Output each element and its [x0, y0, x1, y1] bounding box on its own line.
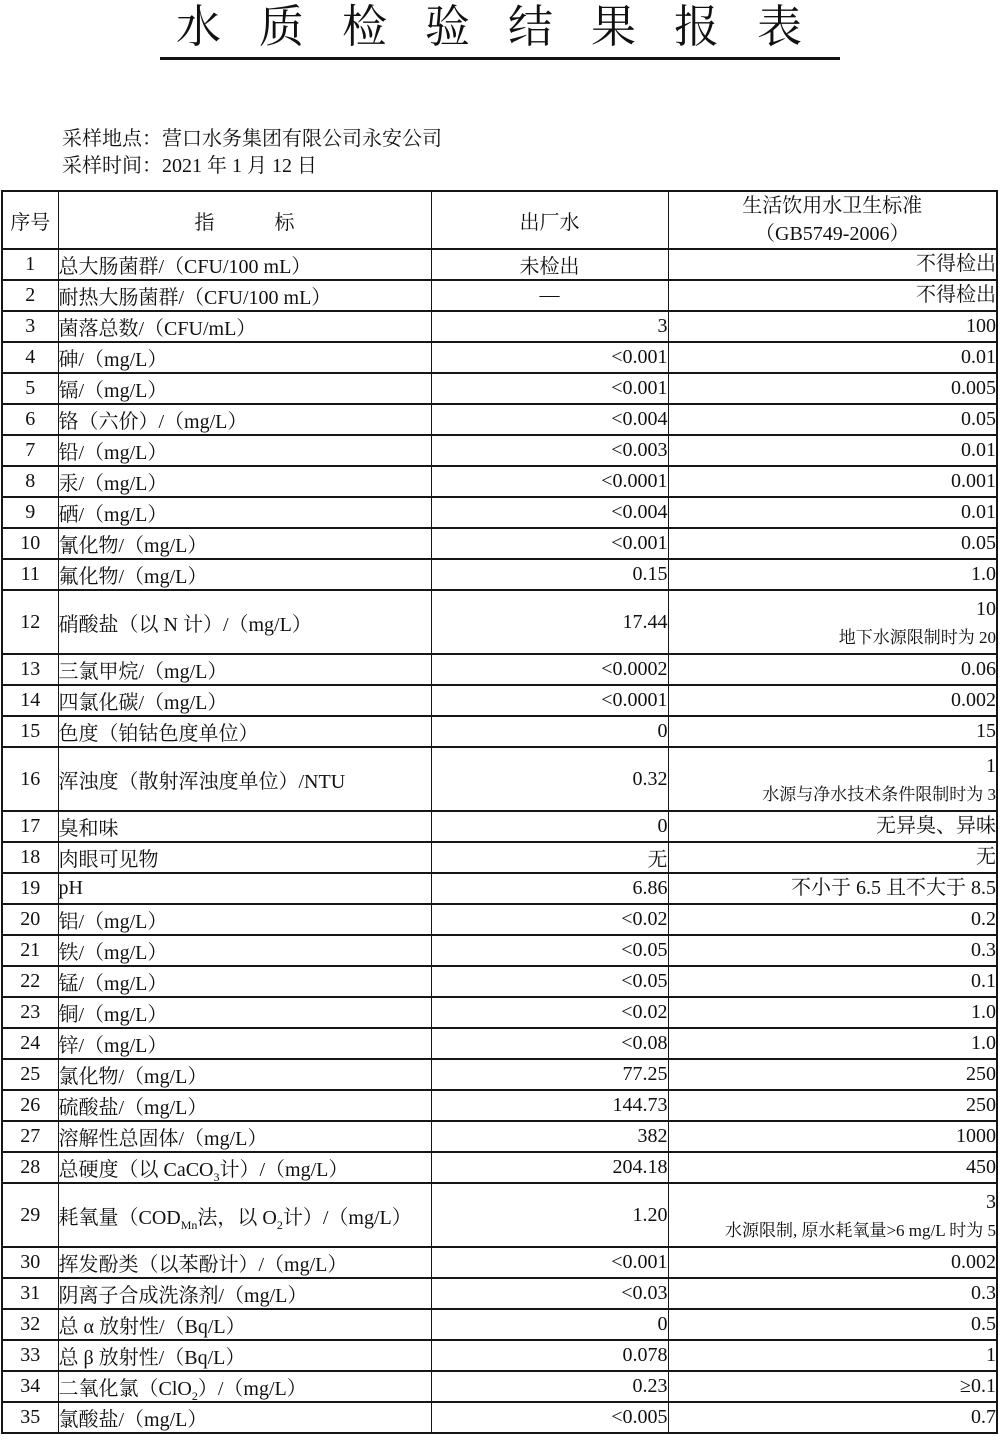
- standard-limit: 无: [976, 846, 996, 868]
- standard-limit-cell: [668, 528, 997, 559]
- indicator-name: 色度（铂钴色度单位）: [58, 716, 431, 747]
- header-indicator: 指 标: [58, 191, 431, 249]
- standard-limit: 不得检出: [916, 253, 996, 275]
- header-row: [2, 191, 997, 249]
- factory-water-value: <0.001: [431, 342, 668, 373]
- indicator-name: 氟化物/（mg/L）: [58, 559, 431, 590]
- indicator-name: 铜/（mg/L）: [58, 997, 431, 1028]
- standard-note: 地下水源限制时为 20: [838, 627, 996, 647]
- factory-water-value: <0.0001: [431, 466, 668, 497]
- row-serial-number: 1: [2, 249, 58, 280]
- standard-limit: 1.0: [971, 1001, 996, 1023]
- factory-water-value: <0.005: [431, 1402, 668, 1433]
- standard-limit-cell: [668, 280, 997, 311]
- header-standard: [668, 191, 997, 249]
- standard-limit-cell: [668, 811, 997, 842]
- factory-water-value: <0.003: [431, 435, 668, 466]
- table-row: [2, 873, 997, 904]
- standard-limit: 不得检出: [916, 284, 996, 306]
- row-serial-number: 16: [2, 747, 58, 811]
- factory-water-value: 0: [431, 1309, 668, 1340]
- row-serial-number: 21: [2, 935, 58, 966]
- results-table-body: [2, 249, 997, 1433]
- standard-limit: 100: [966, 315, 996, 337]
- table-row: [2, 685, 997, 716]
- standard-limit-cell: [668, 466, 997, 497]
- row-serial-number: 4: [2, 342, 58, 373]
- standard-limit: 0.1: [971, 970, 996, 992]
- indicator-name: 氰化物/（mg/L）: [58, 528, 431, 559]
- standard-limit: 0.5: [971, 1313, 996, 1335]
- standard-limit-cell: [668, 1309, 997, 1340]
- factory-water-value: <0.02: [431, 997, 668, 1028]
- standard-limit: 0.06: [961, 658, 996, 680]
- standard-limit: 10: [976, 597, 996, 620]
- table-row: [2, 342, 997, 373]
- row-serial-number: 11: [2, 559, 58, 590]
- standard-limit: 450: [966, 1156, 996, 1178]
- standard-limit-cell: [668, 342, 997, 373]
- table-row: [2, 466, 997, 497]
- standard-limit: 0.01: [961, 346, 996, 368]
- row-serial-number: 31: [2, 1278, 58, 1309]
- row-serial-number: 14: [2, 685, 58, 716]
- sampling-location-line: 采样地点：营口水务集团有限公司永安公司: [62, 128, 442, 150]
- standard-limit-cell: [668, 1247, 997, 1278]
- header-standard-code: （GB5749-2006）: [755, 223, 910, 245]
- row-serial-number: 2: [2, 280, 58, 311]
- standard-limit: 1: [986, 754, 996, 777]
- standard-limit-cell: [668, 249, 997, 280]
- page-title: 水质检验结果报表: [160, 2, 840, 60]
- indicator-name: 锌/（mg/L）: [58, 1028, 431, 1059]
- table-row: [2, 559, 997, 590]
- standard-limit-cell: [668, 1278, 997, 1309]
- indicator-name: 砷/（mg/L）: [58, 342, 431, 373]
- factory-water-value: <0.03: [431, 1278, 668, 1309]
- factory-water-value: <0.001: [431, 1247, 668, 1278]
- standard-limit-cell: [668, 997, 997, 1028]
- standard-limit-cell: [668, 1152, 997, 1183]
- row-serial-number: 6: [2, 404, 58, 435]
- standard-limit: 1: [986, 1344, 996, 1366]
- row-serial-number: 10: [2, 528, 58, 559]
- standard-limit: 0.05: [961, 408, 996, 430]
- standard-limit-cell: [668, 842, 997, 873]
- standard-limit-cell: [668, 311, 997, 342]
- indicator-name: 溶解性总固体/（mg/L）: [58, 1121, 431, 1152]
- row-serial-number: 29: [2, 1183, 58, 1247]
- standard-limit: 0.3: [971, 939, 996, 961]
- indicator-name: 锰/（mg/L）: [58, 966, 431, 997]
- indicator-name: 硫酸盐/（mg/L）: [58, 1090, 431, 1121]
- table-row: [2, 528, 997, 559]
- row-serial-number: 8: [2, 466, 58, 497]
- sampling-time-line: 采样时间：2021 年 1 月 12 日: [62, 155, 317, 177]
- table-row: [2, 373, 997, 404]
- factory-water-value: —: [431, 280, 668, 311]
- standard-note: 水源与净水技术条件限制时为 3: [762, 784, 996, 804]
- standard-limit: 1000: [956, 1125, 996, 1147]
- indicator-name: 铝/（mg/L）: [58, 904, 431, 935]
- row-serial-number: 7: [2, 435, 58, 466]
- indicator-name: 总 α 放射性/（Bq/L）: [58, 1309, 431, 1340]
- standard-limit-cell: [668, 1340, 997, 1371]
- table-row: [2, 249, 997, 280]
- indicator-name: 铁/（mg/L）: [58, 935, 431, 966]
- standard-limit-cell: [668, 497, 997, 528]
- header-serial-number: 序号: [2, 191, 58, 249]
- indicator-name: 三氯甲烷/（mg/L）: [58, 654, 431, 685]
- indicator-name: 氯化物/（mg/L）: [58, 1059, 431, 1090]
- standard-limit-cell: [668, 373, 997, 404]
- standard-limit: 1.0: [971, 563, 996, 585]
- standard-limit-cell: [668, 1402, 997, 1433]
- factory-water-value: <0.0001: [431, 685, 668, 716]
- table-row: [2, 935, 997, 966]
- table-row: [2, 1247, 997, 1278]
- table-row: [2, 435, 997, 466]
- row-serial-number: 13: [2, 654, 58, 685]
- factory-water-value: <0.0002: [431, 654, 668, 685]
- indicator-name: 臭和味: [58, 811, 431, 842]
- row-serial-number: 27: [2, 1121, 58, 1152]
- standard-limit-cell: [668, 1059, 997, 1090]
- factory-water-value: <0.004: [431, 404, 668, 435]
- standard-limit: 0.05: [961, 532, 996, 554]
- standard-limit: 1.0: [971, 1032, 996, 1054]
- factory-water-value: 204.18: [431, 1152, 668, 1183]
- table-row: [2, 1090, 997, 1121]
- indicator-name: 总大肠菌群/（CFU/100 mL）: [58, 249, 431, 280]
- row-serial-number: 30: [2, 1247, 58, 1278]
- table-row: [2, 404, 997, 435]
- table-row: [2, 997, 997, 1028]
- row-serial-number: 18: [2, 842, 58, 873]
- standard-limit-cell: [668, 873, 997, 904]
- row-serial-number: 33: [2, 1340, 58, 1371]
- indicator-name: 硒/（mg/L）: [58, 497, 431, 528]
- standard-limit-cell: [668, 1121, 997, 1152]
- indicator-name: 浑浊度（散射浑浊度单位）/NTU: [58, 747, 431, 811]
- indicator-name: 耐热大肠菌群/（CFU/100 mL）: [58, 280, 431, 311]
- factory-water-value: 未检出: [431, 249, 668, 280]
- standard-limit-cell: [668, 904, 997, 935]
- standard-limit-cell: [668, 654, 997, 685]
- factory-water-value: <0.02: [431, 904, 668, 935]
- factory-water-value: <0.05: [431, 966, 668, 997]
- table-row: [2, 966, 997, 997]
- factory-water-value: <0.004: [431, 497, 668, 528]
- standard-limit-cell: [668, 1028, 997, 1059]
- indicator-name: 菌落总数/（CFU/mL）: [58, 311, 431, 342]
- factory-water-value: <0.001: [431, 528, 668, 559]
- indicator-name: 总 β 放射性/（Bq/L）: [58, 1340, 431, 1371]
- standard-limit-cell: [668, 1371, 997, 1402]
- indicator-name: 氯酸盐/（mg/L）: [58, 1402, 431, 1433]
- sampling-info: [62, 126, 442, 180]
- table-row: [2, 590, 997, 654]
- standard-limit: ≥0.1: [960, 1375, 996, 1397]
- table-row: [2, 1059, 997, 1090]
- standard-limit-cell: [668, 747, 997, 811]
- factory-water-value: 77.25: [431, 1059, 668, 1090]
- standard-limit: 0.01: [961, 501, 996, 523]
- factory-water-value: 0: [431, 716, 668, 747]
- row-serial-number: 3: [2, 311, 58, 342]
- factory-water-value: 1.20: [431, 1183, 668, 1247]
- table-row: [2, 716, 997, 747]
- standard-limit-cell: [668, 1183, 997, 1247]
- standard-limit: 0.01: [961, 439, 996, 461]
- table-row: [2, 1028, 997, 1059]
- row-serial-number: 24: [2, 1028, 58, 1059]
- factory-water-value: <0.08: [431, 1028, 668, 1059]
- factory-water-value: <0.05: [431, 935, 668, 966]
- row-serial-number: 5: [2, 373, 58, 404]
- row-serial-number: 32: [2, 1309, 58, 1340]
- row-serial-number: 20: [2, 904, 58, 935]
- standard-limit: 0.2: [971, 908, 996, 930]
- factory-water-value: 382: [431, 1121, 668, 1152]
- table-row: [2, 747, 997, 811]
- standard-limit: 无异臭、异味: [876, 815, 996, 837]
- standard-note: 水源限制, 原水耗氧量>6 mg/L 时为 5: [724, 1220, 996, 1240]
- table-row: [2, 904, 997, 935]
- indicator-name: 肉眼可见物: [58, 842, 431, 873]
- table-row: [2, 1402, 997, 1433]
- row-serial-number: 25: [2, 1059, 58, 1090]
- indicator-name: 铬（六价）/（mg/L）: [58, 404, 431, 435]
- standard-limit-cell: [668, 435, 997, 466]
- table-row: [2, 842, 997, 873]
- standard-limit-cell: [668, 590, 997, 654]
- factory-water-value: 0.078: [431, 1340, 668, 1371]
- table-row: [2, 811, 997, 842]
- row-serial-number: 22: [2, 966, 58, 997]
- factory-water-value: 17.44: [431, 590, 668, 654]
- factory-water-value: 6.86: [431, 873, 668, 904]
- standard-limit: 不小于 6.5 且不大于 8.5: [791, 877, 996, 899]
- table-row: [2, 1183, 997, 1247]
- row-serial-number: 28: [2, 1152, 58, 1183]
- factory-water-value: <0.001: [431, 373, 668, 404]
- standard-limit-cell: [668, 685, 997, 716]
- standard-limit: 0.3: [971, 1282, 996, 1304]
- table-row: [2, 1152, 997, 1183]
- row-serial-number: 17: [2, 811, 58, 842]
- indicator-name: 镉/（mg/L）: [58, 373, 431, 404]
- standard-limit-cell: [668, 966, 997, 997]
- table-row: [2, 280, 997, 311]
- factory-water-value: 3: [431, 311, 668, 342]
- standard-limit-cell: [668, 404, 997, 435]
- table-row: [2, 311, 997, 342]
- table-row: [2, 1309, 997, 1340]
- row-serial-number: 35: [2, 1402, 58, 1433]
- indicator-name: 耗氧量（$COD_{Mn}$法，以 $O_2$计）/（mg/L）: [58, 1183, 431, 1247]
- standard-limit-cell: [668, 559, 997, 590]
- header-factory-water: 出厂水: [431, 191, 668, 249]
- header-standard-name: 生活饮用水卫生标准: [742, 195, 923, 217]
- factory-water-value: 0.23: [431, 1371, 668, 1402]
- table-row: [2, 1340, 997, 1371]
- row-serial-number: 12: [2, 590, 58, 654]
- standard-limit: 0.7: [971, 1406, 996, 1428]
- indicator-name: 四氯化碳/（mg/L）: [58, 685, 431, 716]
- standard-limit-cell: [668, 716, 997, 747]
- indicator-name: 二氧化氯（ClO$_2$）/（mg/L）: [58, 1371, 431, 1402]
- standard-limit: 250: [966, 1094, 996, 1116]
- table-row: [2, 1371, 997, 1402]
- indicator-name: 总硬度（以 CaCO$_3$计）/（mg/L）: [58, 1152, 431, 1183]
- indicator-name: 阴离子合成洗涤剂/（mg/L）: [58, 1278, 431, 1309]
- row-serial-number: 9: [2, 497, 58, 528]
- factory-water-value: 144.73: [431, 1090, 668, 1121]
- factory-water-value: 0.15: [431, 559, 668, 590]
- table-row: [2, 654, 997, 685]
- standard-limit: 250: [966, 1063, 996, 1085]
- row-serial-number: 26: [2, 1090, 58, 1121]
- standard-limit: 0.005: [951, 377, 996, 399]
- indicator-name: pH: [58, 873, 431, 904]
- standard-limit: 3: [986, 1190, 996, 1213]
- indicator-name: 汞/（mg/L）: [58, 466, 431, 497]
- row-serial-number: 15: [2, 716, 58, 747]
- results-table: [1, 190, 998, 1434]
- indicator-name: 硝酸盐（以 N 计）/（mg/L）: [58, 590, 431, 654]
- row-serial-number: 19: [2, 873, 58, 904]
- standard-limit: 15: [976, 720, 996, 742]
- standard-limit: 0.001: [951, 470, 996, 492]
- standard-limit-cell: [668, 935, 997, 966]
- title-wrap: [0, 2, 1000, 60]
- table-row: [2, 1121, 997, 1152]
- standard-limit-cell: [668, 1090, 997, 1121]
- factory-water-value: 0: [431, 811, 668, 842]
- factory-water-value: 0.32: [431, 747, 668, 811]
- row-serial-number: 23: [2, 997, 58, 1028]
- standard-limit: 0.002: [951, 689, 996, 711]
- indicator-name: 挥发酚类（以苯酚计）/（mg/L）: [58, 1247, 431, 1278]
- table-row: [2, 1278, 997, 1309]
- table-row: [2, 497, 997, 528]
- row-serial-number: 34: [2, 1371, 58, 1402]
- factory-water-value: 无: [431, 842, 668, 873]
- standard-limit: 0.002: [951, 1251, 996, 1273]
- indicator-name: 铅/（mg/L）: [58, 435, 431, 466]
